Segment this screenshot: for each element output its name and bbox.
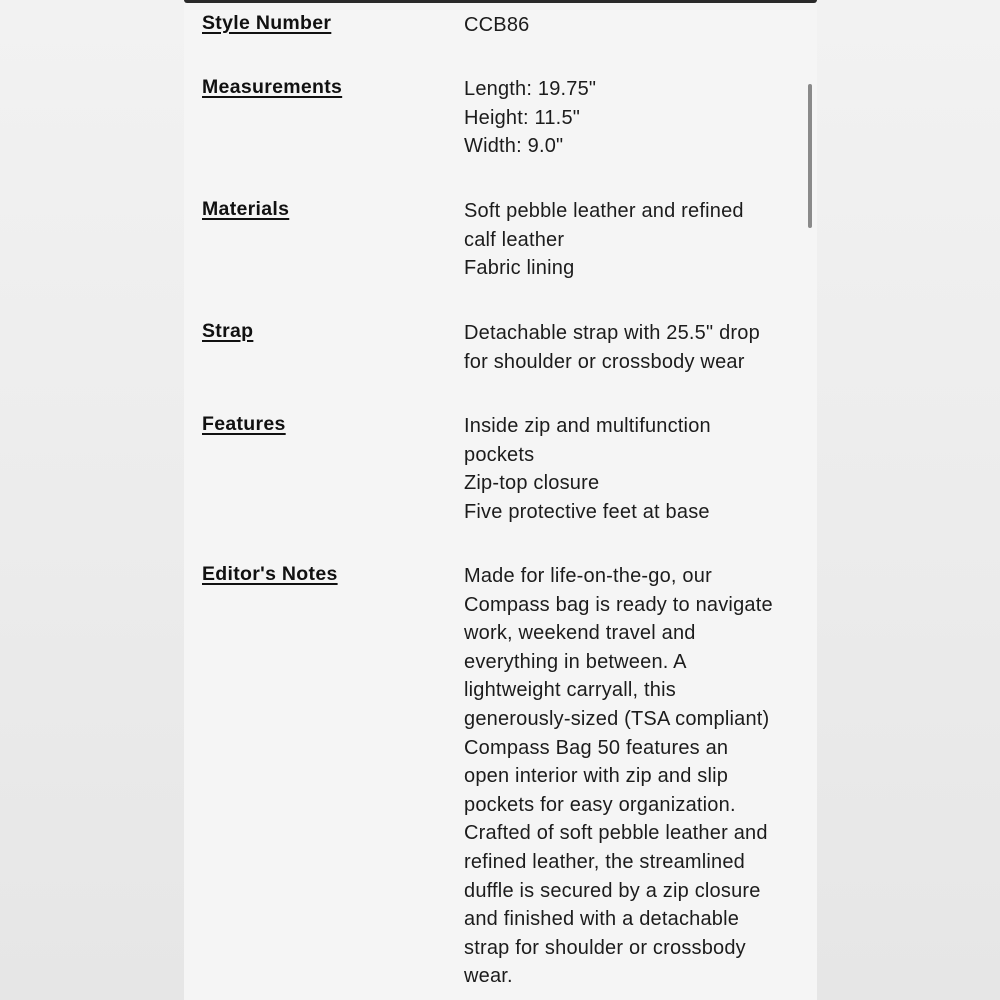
spec-value-line: calf leather — [464, 228, 565, 251]
background-right — [817, 0, 1000, 1000]
scrollbar-thumb[interactable] — [808, 84, 812, 228]
spec-value-line: work, weekend travel and — [464, 622, 696, 645]
spec-value-line: Width: 9.0" — [464, 135, 564, 158]
spec-label-materials: Materials — [202, 198, 290, 220]
spec-value-line: Made for life-on-the-go, our — [464, 565, 712, 587]
spec-value-measurements — [464, 75, 804, 161]
spec-value-line: Fabric lining — [464, 257, 575, 280]
spec-label-style-number: Style Number — [202, 12, 332, 34]
spec-value-features — [464, 412, 804, 526]
spec-value-line: lightweight carryall, this — [464, 679, 676, 702]
spec-label-features: Features — [202, 413, 286, 435]
spec-value-editors-notes — [464, 562, 804, 991]
background-left — [0, 0, 184, 1000]
spec-label-strap: Strap — [202, 320, 254, 342]
spec-value-line: refined leather, the streamlined — [464, 850, 746, 873]
spec-label-measurements: Measurements — [202, 76, 343, 98]
spec-value-line: duffle is secured by a zip closure — [464, 879, 761, 902]
vertical-scrollbar[interactable] — [807, 0, 813, 1000]
spec-value-line: Crafted of soft pebble leather and — [464, 822, 768, 845]
panel-top-edge — [184, 0, 817, 3]
spec-value-style-number — [464, 11, 804, 40]
product-details-panel — [184, 0, 817, 1000]
spec-value-line: Inside zip and multifunction — [464, 415, 711, 437]
spec-value-line: Detachable strap with 25.5" drop — [464, 322, 760, 344]
spec-value-line: CCB86 — [464, 14, 530, 36]
spec-value-line: and finished with a detachable — [464, 908, 740, 931]
spec-value-line: Height: 11.5" — [464, 106, 581, 129]
spec-value-line: Compass Bag 50 features an — [464, 736, 729, 759]
spec-value-line: Zip-top closure — [464, 472, 600, 495]
spec-value-line: open interior with zip and slip — [464, 765, 729, 788]
spec-value-line: strap for shoulder or crossbody — [464, 936, 746, 959]
spec-value-line: Compass bag is ready to navigate — [464, 593, 773, 616]
spec-value-line: Five protective feet at base — [464, 500, 710, 523]
spec-value-line: Soft pebble leather and refined — [464, 200, 744, 222]
spec-value-line: pockets — [464, 443, 535, 466]
spec-label-editors-notes: Editor's Notes — [202, 563, 338, 585]
spec-value-line: generously-sized (TSA compliant) — [464, 707, 770, 730]
spec-value-materials — [464, 197, 804, 283]
spec-value-line: everything in between. A — [464, 650, 687, 673]
spec-value-line: for shoulder or crossbody wear — [464, 350, 745, 373]
spec-value-line: wear. — [464, 965, 513, 988]
spec-value-line: Length: 19.75" — [464, 78, 597, 100]
spec-value-line: pockets for easy organization. — [464, 793, 736, 816]
spec-value-strap — [464, 319, 804, 376]
